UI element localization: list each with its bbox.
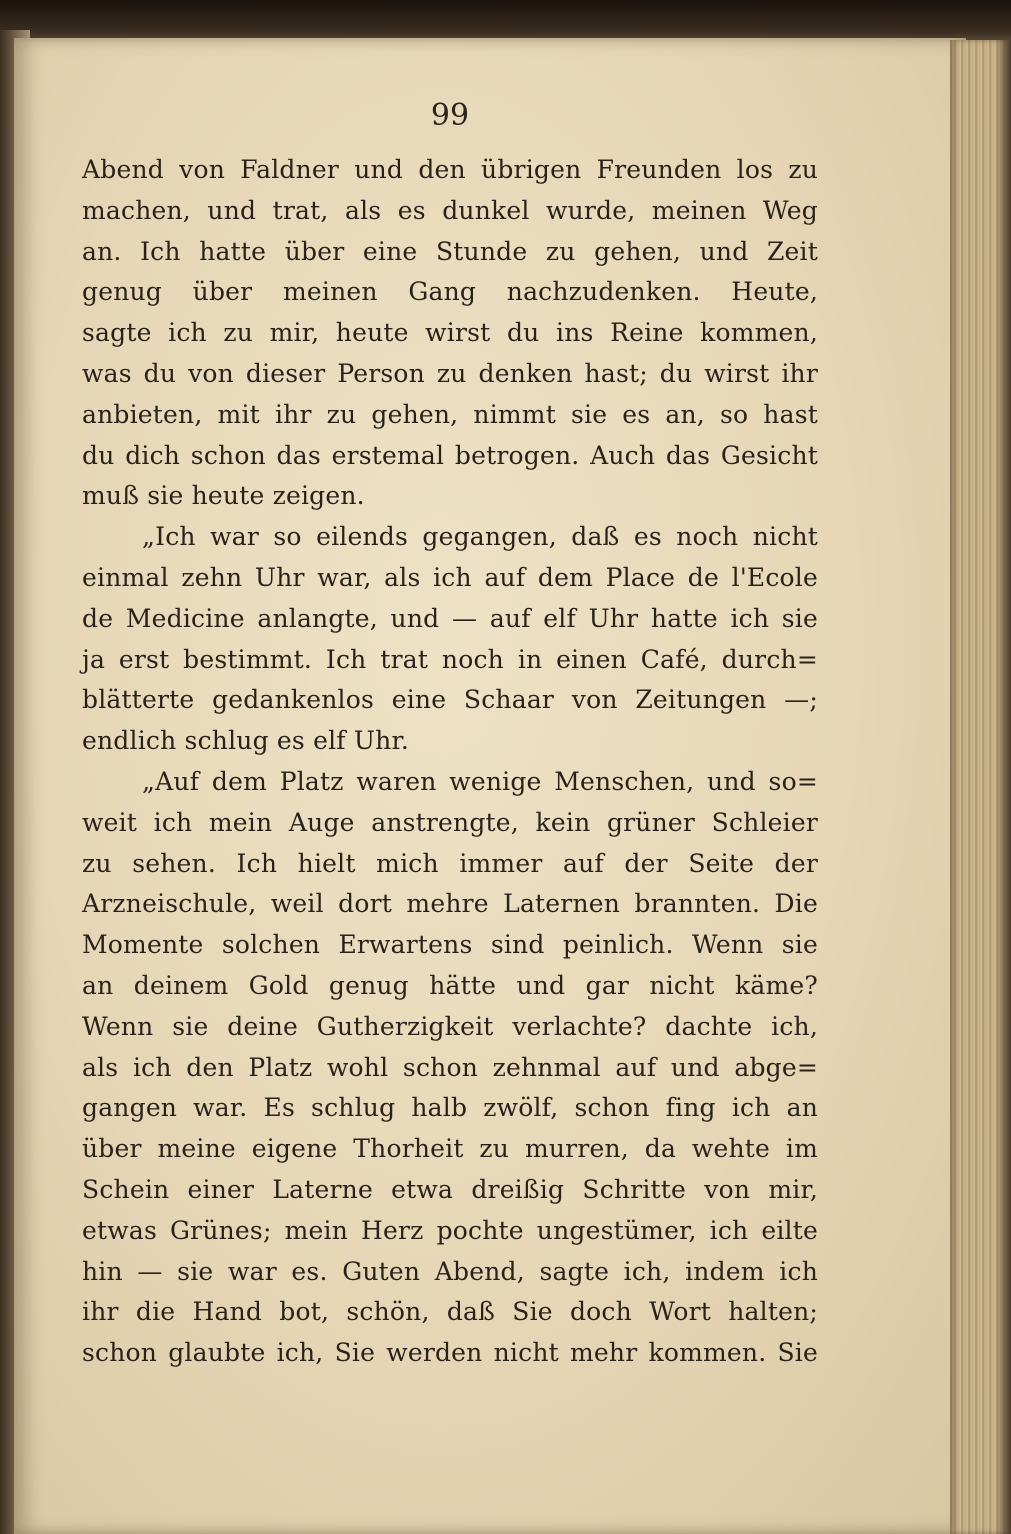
text-line: hin — sie war es. Guten Abend, sagte ich, indem ich: [82, 1256, 818, 1286]
text-line: ja erst bestimmt. Ich trat noch in einen Café, durch=: [82, 644, 818, 674]
text-line: machen, und trat, als es dunkel wurde, meinen Weg: [82, 195, 818, 225]
text-line: Momente solchen Erwartens sind peinlich. Wenn sie: [82, 930, 818, 960]
text-line: ihr die Hand bot, schön, daß Sie doch Wort halten;: [82, 1297, 818, 1327]
page-number: 99: [430, 98, 470, 133]
text-line: „Auf dem Platz waren wenige Menschen, und so=: [142, 766, 818, 796]
text-line: an. Ich hatte über eine Stunde zu gehen, und Zeit: [82, 236, 818, 266]
text-line: Abend von Faldner und den übrigen Freunden los zu: [82, 155, 818, 184]
text-line: genug über meinen Gang nachzudenken. Heute,: [82, 277, 818, 307]
text-line: muß sie heute zeigen.: [82, 481, 365, 511]
text-line: anbieten, mit ihr zu gehen, nimmt sie es an, so hast: [82, 399, 818, 429]
text-line: an deinem Gold genug hätte und gar nicht käme?: [82, 970, 818, 1000]
body-text: [82, 150, 818, 1374]
text-line: gangen war. Es schlug halb zwölf, schon fing ich an: [82, 1093, 818, 1123]
text-line: de Medicine anlangte, und — auf elf Uhr hatte ich sie: [82, 603, 818, 633]
text-line: „Ich war so eilends gegangen, daß es noch nicht: [142, 522, 818, 552]
text-line: endlich schlug es elf Uhr.: [82, 726, 410, 756]
text-line: Schein einer Laterne etwa dreißig Schritte von mir,: [82, 1174, 818, 1204]
text-line: über meine eigene Thorheit zu murren, da wehte im: [82, 1134, 818, 1164]
page-edges-shadow: [995, 40, 1011, 1534]
text-line: Wenn sie deine Gutherzigkeit verlachte? dachte ich,: [82, 1011, 818, 1041]
text-line: etwas Grünes; mein Herz pochte ungestümer, ich eilte: [82, 1215, 818, 1245]
text-line: einmal zehn Uhr war, als ich auf dem Place de l'Ecole: [82, 562, 818, 592]
text-line: zu sehen. Ich hielt mich immer auf der Seite der: [82, 848, 818, 878]
text-line: was du von dieser Person zu denken hast; du wirst ihr: [82, 358, 818, 388]
text-line: weit ich mein Auge anstrengte, kein grüner Schleier: [82, 807, 818, 837]
text-line: du dich schon das erstemal betrogen. Auch das Gesicht: [82, 440, 818, 470]
text-line: Arzneischule, weil dort mehre Laternen brannten. Die: [82, 889, 818, 919]
text-line: als ich den Platz wohl schon zehnmal auf und abge=: [82, 1052, 818, 1082]
text-line: blätterte gedankenlos eine Schaar von Zeitungen —;: [82, 685, 818, 715]
text-line: schon glaubte ich, Sie werden nicht mehr kommen. Sie: [82, 1338, 818, 1368]
text-line: sagte ich zu mir, heute wirst du ins Reine kommen,: [82, 318, 818, 348]
